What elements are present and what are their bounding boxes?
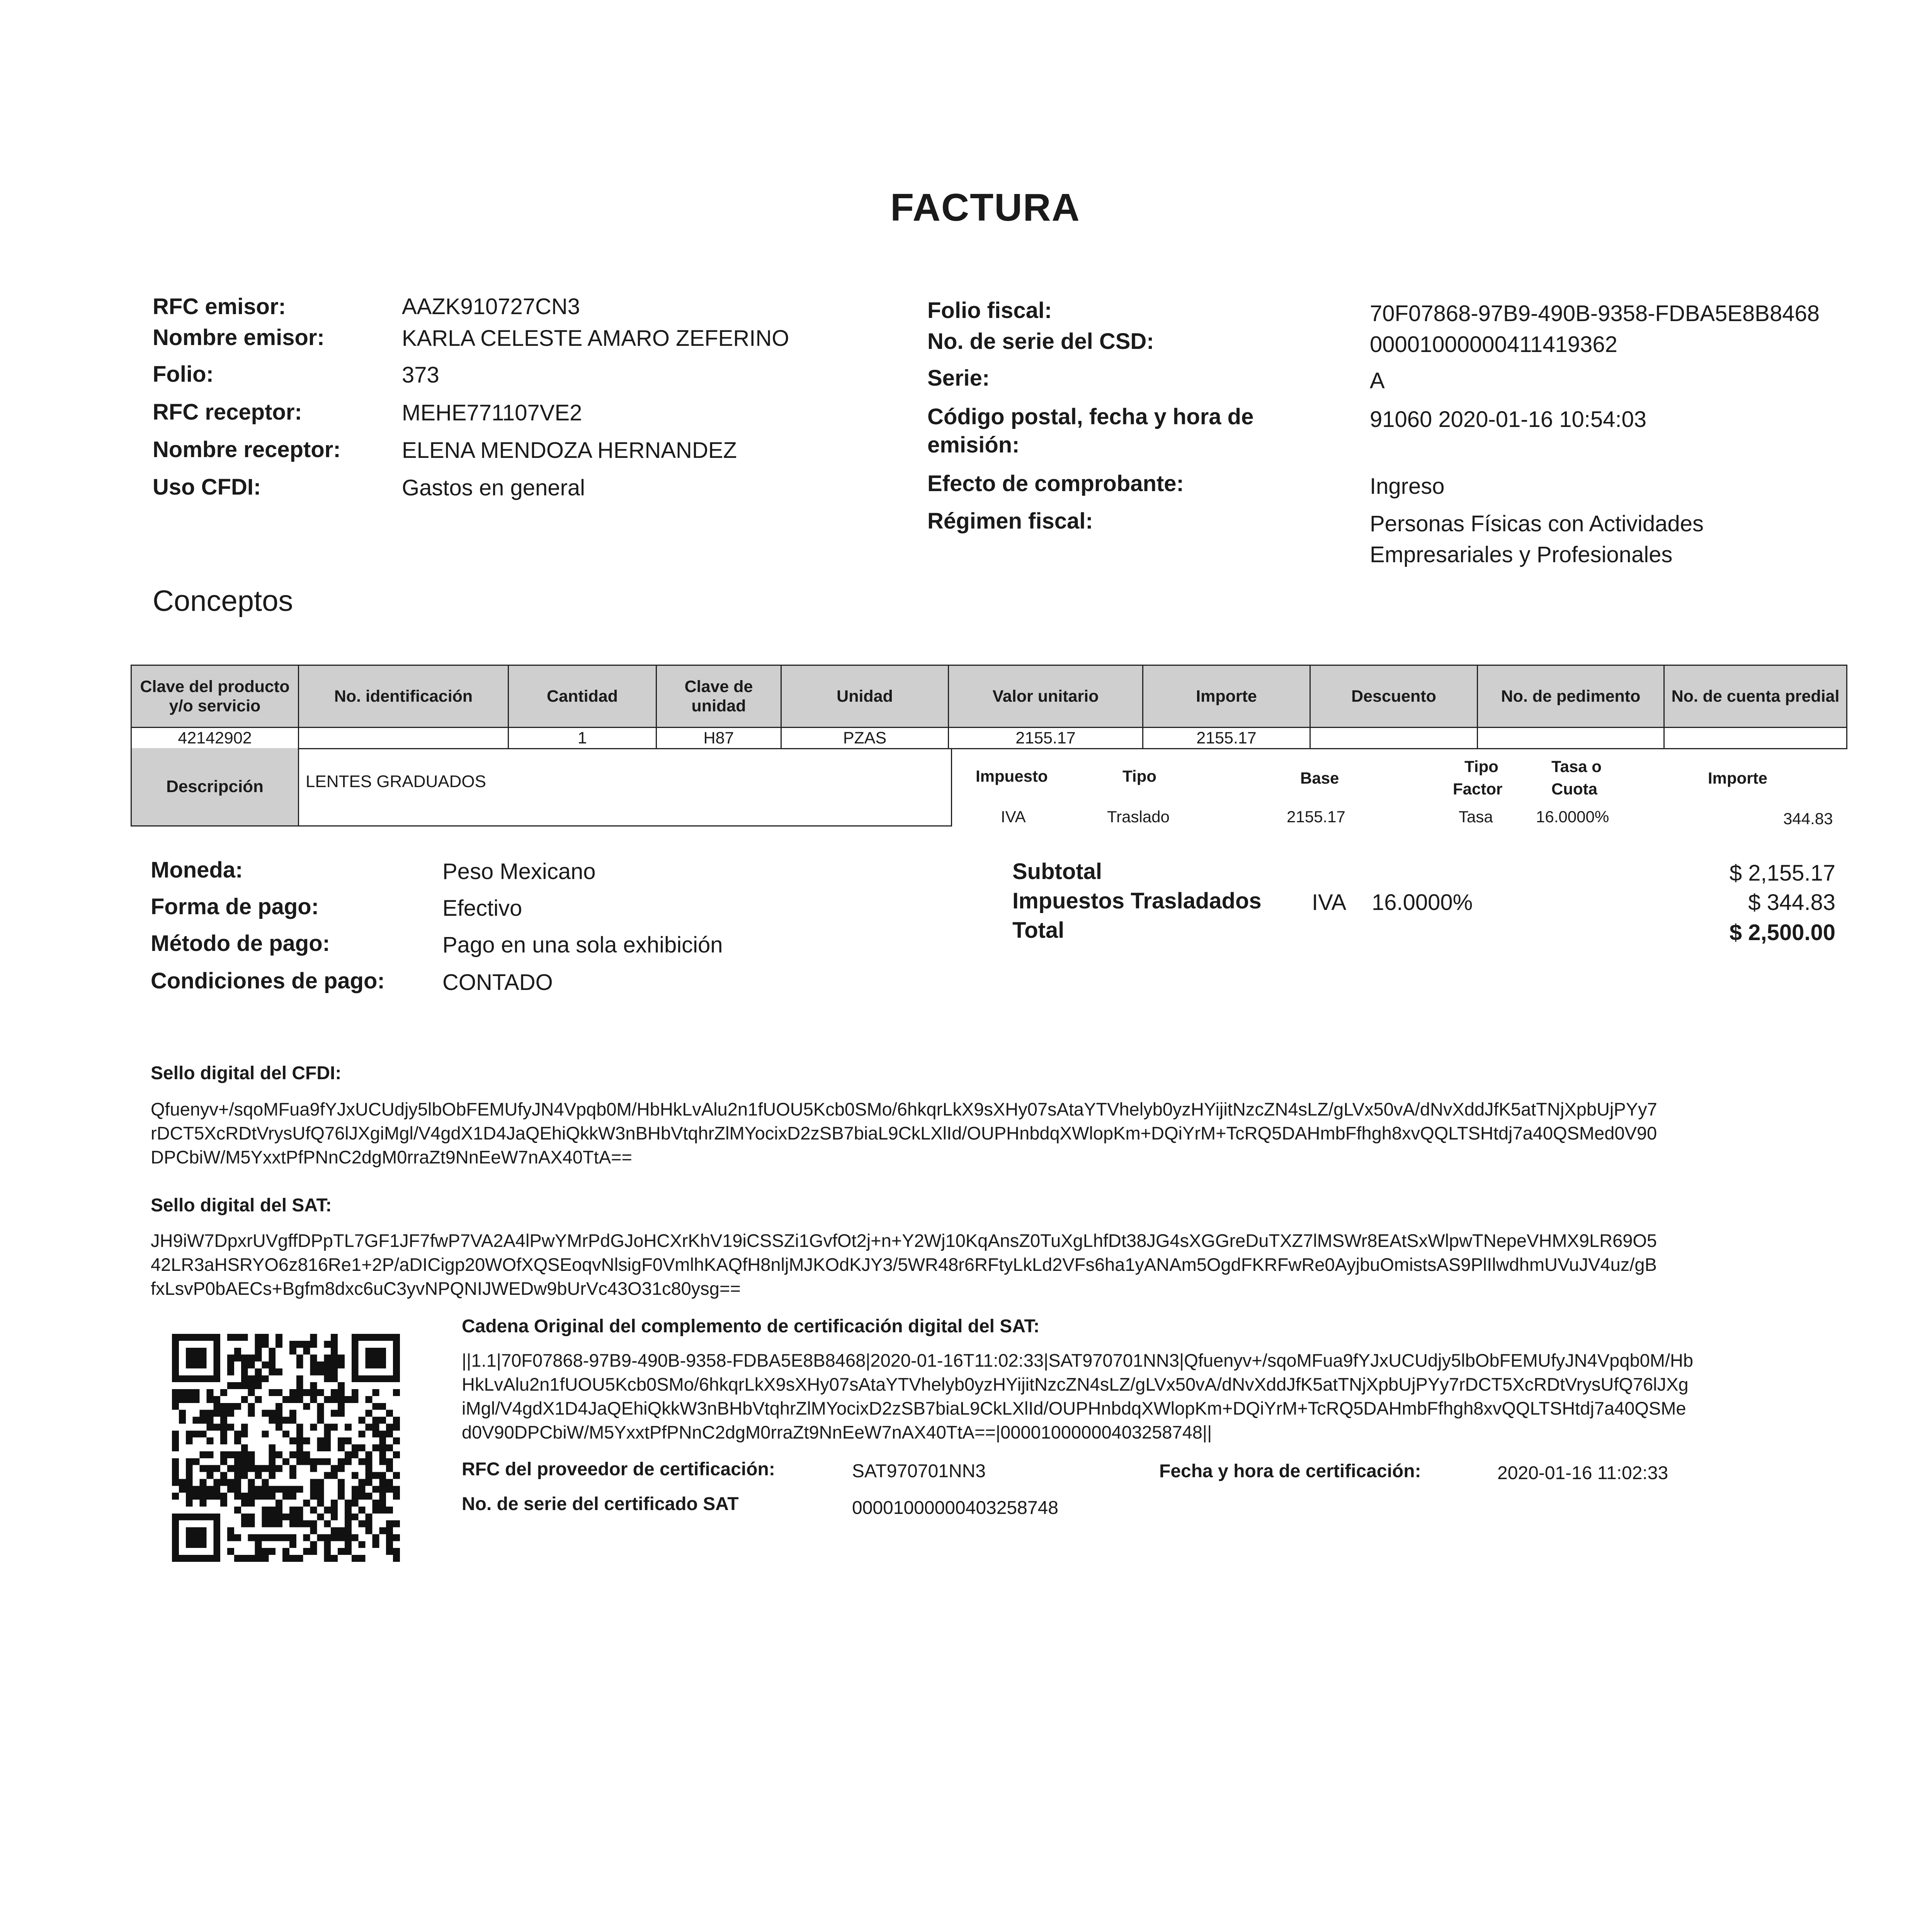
tax-base: 2155.17 [1287,808,1345,826]
serie-value: A [1370,368,1385,393]
descripcion-label: Descripción [132,748,299,825]
metodo-pago-label: Método de pago: [151,931,330,956]
codigo-postal-label-line1: Código postal, fecha y hora de [927,404,1254,429]
tax-impuesto: IVA [1001,808,1026,826]
rfc-proveedor-label: RFC del proveedor de certificación: [462,1459,775,1480]
table-cell: PZAS [781,728,949,749]
tax-importe: 344.83 [1783,810,1833,828]
table-cell: 2155.17 [949,728,1143,749]
total-label: Total [1012,918,1065,943]
folio-value: 373 [402,362,439,388]
sello-cfdi-value [151,1097,1851,1169]
col-valor-unitario: Valor unitario [949,665,1143,728]
sello-cfdi-label: Sello digital del CFDI: [151,1063,342,1083]
col-unidad: Unidad [781,665,949,728]
nombre-receptor-value: ELENA MENDOZA HERNANDEZ [402,438,737,463]
serie-certificado-sat-label: No. de serie del certificado SAT [462,1494,739,1514]
codigo-postal-value: 91060 2020-01-16 10:54:03 [1370,407,1646,432]
sello-sat-line: JH9iW7DpxrUVgffDPpTL7GF1JF7fwP7VA2A4lPwYMrPdGJoHCXrKhV19iCSSZi1GvfOt2j+n+Y2Wj10KqAnsZ0TuXgLhfDt38JG4sXGGreDuTXZ7lMSWr8EAtSxWlpwTNepeVHMX9LR69O5 [151,1230,1657,1251]
condiciones-pago-value: CONTADO [442,970,553,995]
cadena-line: HkLvAlu2n1fUOU5Kcb0SMo/6hkqrLkX9sXHy07sAtaYTVhelyb0yzHYijitNzcZN4sLZ/gLVx50vA/dNvXddJfK5atTNjXpbUjPYy7rDCT5XcRDtVrysUfQ76lJXg [462,1374,1689,1395]
efecto-comprobante-value: Ingreso [1370,474,1445,499]
rfc-emisor-label: RFC emisor: [153,294,286,319]
folio-label: Folio: [153,362,214,387]
impuestos-value: $ 344.83 [1748,890,1835,915]
tax-header-tasa-1: Tasa o [1551,757,1602,776]
rfc-emisor-value: AAZK910727CN3 [402,294,580,319]
impuestos-trasladados-label: Impuestos Trasladados [1012,888,1262,913]
total-value: $ 2,500.00 [1729,920,1835,945]
cadena-original-label: Cadena Original del complemento de certificación digital del SAT: [462,1316,1040,1337]
cadena-line: d0V90DPCbiW/M5YxxtPfPNnC2dgM0rraZt9NnEeW7nAX40TtA==|00001000000403258748|| [462,1422,1212,1442]
forma-pago-label: Forma de pago: [151,894,319,919]
condiciones-pago-label: Condiciones de pago: [151,968,385,993]
sello-sat-value [151,1229,1851,1301]
subtotal-label: Subtotal [1012,859,1102,884]
table-cell: 1 [509,728,656,749]
conceptos-table [131,665,1847,749]
nombre-emisor-label: Nombre emisor: [153,325,325,350]
nombre-receptor-label: Nombre receptor: [153,437,341,462]
tax-tipo-factor: Tasa [1459,808,1493,826]
rfc-receptor-label: RFC receptor: [153,400,302,425]
tax-header-importe: Importe [1708,769,1768,787]
document-title: FACTURA [890,186,1080,229]
col-no-identificacion: No. identificación [299,665,509,728]
folio-fiscal-value: 70F07868-97B9-490B-9358-FDBA5E8B8468 [1370,301,1820,326]
moneda-value: Peso Mexicano [442,859,596,884]
col-cantidad: Cantidad [509,665,656,728]
cadena-line: ||1.1|70F07868-97B9-490B-9358-FDBA5E8B8468|2020-01-16T11:02:33|SAT970701NN3|Qfuenyv+/sqoMFua9fYJxUCUdjy5lbObFEMUfyJN4Vpqb0M/Hb [462,1350,1694,1371]
regimen-fiscal-value-line2: Empresariales y Profesionales [1370,542,1673,567]
tax-header-base: Base [1300,769,1339,787]
metodo-pago-value: Pago en una sola exhibición [442,932,723,957]
table-cell [299,728,509,749]
tax-header-tipo-factor-1: Tipo [1464,757,1498,776]
table-cell [1478,728,1664,749]
tax-header-impuesto: Impuesto [976,767,1048,785]
sello-cfdi-line: DPCbiW/M5YxxtPfPNnC2dgM0rraZt9NnEeW7nAX40TtA== [151,1147,632,1167]
subtotal-value: $ 2,155.17 [1729,861,1835,886]
efecto-comprobante-label: Efecto de comprobante: [927,471,1184,496]
table-cell [1664,728,1847,749]
descripcion-value: LENTES GRADUADOS [306,772,486,791]
tax-header-tasa-2: Cuota [1551,780,1597,798]
uso-cfdi-value: Gastos en general [402,475,585,500]
col-no-cuenta-predial: No. de cuenta predial [1664,665,1847,728]
col-no-pedimento: No. de pedimento [1478,665,1664,728]
serie-certificado-sat-value: 00001000000403258748 [852,1498,1058,1518]
table-cell [1310,728,1478,749]
sello-sat-label: Sello digital del SAT: [151,1195,332,1216]
tax-tipo: Traslado [1107,808,1170,826]
tax-header-tipo-factor-2: Factor [1453,780,1503,798]
sello-sat-line: 42LR3aHSRYO6z816Re1+2P/aDICigp20WOfXQSEoqvNlsigF0VmlhKAQfH8nljMJKOdKJY3/5WR48r6RFtyLkLd2VFs6ha1yANAm5OgdFKRFwRe0AyjbuOmistsAS9PlIlwdhmUVuJV4uz/gB [151,1254,1657,1275]
sello-sat-line: fxLsvP0bAECs+Bgfm8dxc6uC3yvNPQNIJWEDw9bUrVc43O31c80ysg== [151,1278,741,1299]
qr-code [172,1334,400,1562]
descripcion-box [131,748,952,827]
rfc-proveedor-value: SAT970701NN3 [852,1461,986,1481]
nombre-emisor-value: KARLA CELESTE AMARO ZEFERINO [402,326,789,351]
folio-fiscal-label: Folio fiscal: [927,298,1052,323]
cadena-line: iMgl/V4gdX1D4JaQEhiQkkW3nBHbVtqhrZlMYocixD2zSB7biaL9CkLXlId/OUPHnbdqXWlopKm+DQiYrM+TcRQ5DAHmbFfhgh8xvQQLTSHtdj7a40QSMe [462,1398,1686,1418]
col-clave-unidad: Clave de unidad [656,665,781,728]
uso-cfdi-label: Uso CFDI: [153,474,261,500]
sello-cfdi-line: Qfuenyv+/sqoMFua9fYJxUCUdjy5lbObFEMUfyJN4Vpqb0M/HbHkLvAlu2n1fUOU5Kcb0SMo/6hkqrLkX9sXHy07sAtaYTVhelyb0yzHYijitNzcZN4sLZ/gLVx50vA/dNvXddJfK5atTNjXpbUjPYy7 [151,1099,1657,1119]
table-cell: 2155.17 [1143,728,1310,749]
impuestos-tipo: IVA [1312,890,1347,915]
fecha-certificacion-value: 2020-01-16 11:02:33 [1497,1463,1668,1483]
impuestos-tasa: 16.0000% [1372,890,1473,915]
table-cell: H87 [656,728,781,749]
tax-header-tipo: Tipo [1122,767,1156,785]
rfc-receptor-value: MEHE771107VE2 [402,400,582,425]
codigo-postal-label-line2: emisión: [927,432,1020,457]
conceptos-heading: Conceptos [153,585,293,617]
fecha-certificacion-label: Fecha y hora de certificación: [1159,1461,1421,1481]
col-descuento: Descuento [1310,665,1478,728]
serie-csd-value: 00001000000411419362 [1370,332,1617,357]
moneda-label: Moneda: [151,857,243,883]
serie-label: Serie: [927,366,990,391]
serie-csd-label: No. de serie del CSD: [927,329,1154,354]
regimen-fiscal-value-line1: Personas Físicas con Actividades [1370,511,1704,536]
table-row [131,728,1847,749]
col-clave-producto: Clave del producto y/o servicio [131,665,299,728]
col-importe: Importe [1143,665,1310,728]
forma-pago-value: Efectivo [442,896,522,921]
regimen-fiscal-label: Régimen fiscal: [927,509,1093,534]
sello-cfdi-line: rDCT5XcRDtVrysUfQ76lJXgiMgl/V4gdX1D4JaQEhiQkkW3nBHbVtqhrZlMYocixD2zSB7biaL9CkLXlId/OUPHnbdqXWlopKm+DQiYrM+TcRQ5DAHmbFfhgh8xvQQLTSHtdj7a40QSMed0V90 [151,1123,1657,1143]
tax-tasa: 16.0000% [1536,808,1609,826]
table-cell: 42142902 [131,728,299,749]
cadena-original-value [462,1349,1891,1444]
